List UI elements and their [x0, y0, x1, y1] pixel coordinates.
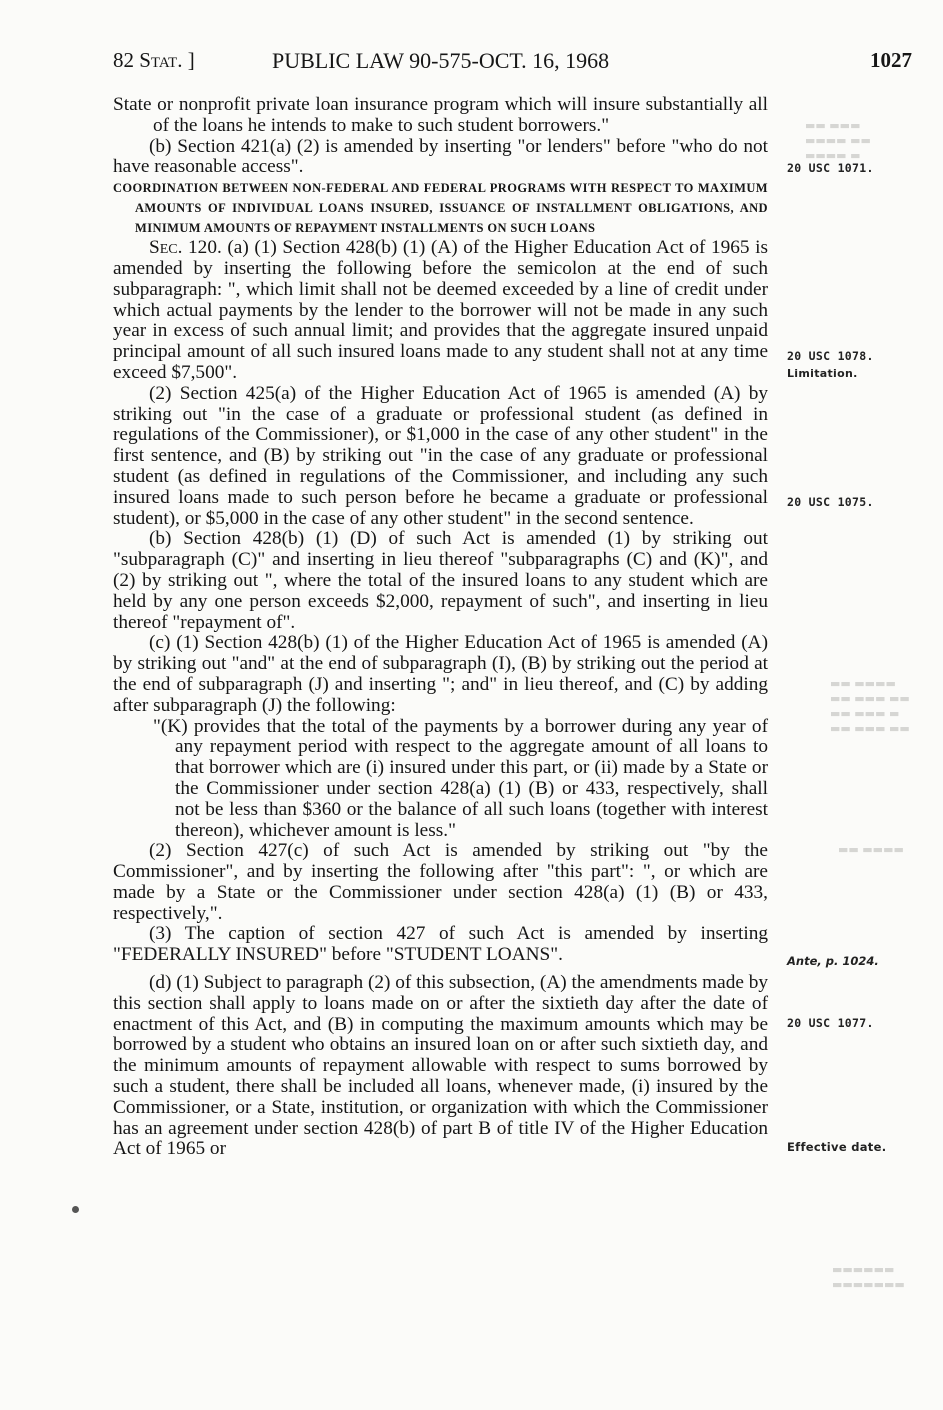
paragraph: (b) Section 428(b) (1) (D) of such Act is amended (1) by striking out "subparagraph (C)" and inserting in lieu thereof "subparagraphs (C) and (K)", and (2) by striking out ", where the total of the insured loans to any student which are held by any one person exceeds $2,000, repayment of such", and inserting in lieu thereof "repayment of".: [113, 528, 768, 633]
statute-volume: 82 Stat. ]: [113, 48, 195, 72]
paragraph: State or nonprofit private loan insurance program which will insure substantially all of the loans he intends to make to such student borrowers.": [113, 94, 768, 136]
margin-note-limitation: Limitation.: [787, 367, 858, 380]
margin-citation: Ante, p. 1024.: [787, 954, 879, 968]
bleed-through-note: ▬▬ ▬▬▬ ▬▬▬▬ ▬▬ ▬▬▬▬ ▬: [805, 119, 871, 162]
section-heading: COORDINATION BETWEEN NON-FEDERAL AND FEDERAL PROGRAMS WITH RESPECT TO MAXIMUM AMOUNTS OF INDIVIDUAL LOANS INSURED, ISSUANCE OF INSTALLMENT OBLIGATIONS, AND MINIMUM AMOUNTS OF REPAYMENT INSTALLMENTS ON SUCH LOANS: [113, 181, 768, 236]
statute-text: [113, 95, 768, 1160]
section-label: Sec.: [149, 237, 183, 259]
margin-citation: 20 USC 1077.: [787, 1016, 874, 1030]
margin-citation: 20 USC 1078.: [787, 349, 874, 363]
margin-citation: 20 USC 1071.: [787, 161, 874, 175]
page-number: 1027: [870, 48, 912, 72]
paragraph: [113, 238, 768, 384]
margin-note-effective-date: Effective date.: [787, 1140, 887, 1154]
bleed-through-note: ▬▬ ▬▬▬▬: [838, 843, 904, 856]
bleed-through-note: ▬▬▬▬▬▬ ▬▬▬▬▬▬▬: [832, 1263, 905, 1291]
paragraph: (3) The caption of section 427 of such Act is amended by inserting "FEDERALLY INSURED" before "STUDENT LOANS".: [113, 923, 768, 966]
paragraph: (2) Section 427(c) of such Act is amended by striking out "by the Commissioner", and by inserting the following after "this part": ", or which are made by a State or the Commissioner under section 428(a) (1) (B) or 433, respectively,".: [113, 840, 768, 924]
paragraph: (c) (1) Section 428(b) (1) of the Higher Education Act of 1965 is amended (A) by striking out "and" at the end of subparagraph (I), (B) by striking out the period at the end of subparagraph (J) and inserting "; and" in lieu thereof, and (C) by adding after subparagraph (J) the following:: [113, 632, 768, 716]
bullet-mark: [72, 1206, 79, 1213]
margin-citation: 20 USC 1075.: [787, 495, 874, 509]
running-title: PUBLIC LAW 90-575-OCT. 16, 1968: [272, 48, 610, 73]
paragraph: (b) Section 421(a) (2) is amended by inserting "or lenders" before "who do not have reasonable access".: [113, 135, 768, 178]
section-text: 120. (a) (1) Section 428(b) (1) (A) of the Higher Education Act of 1965 is amended by inserting the following before the semicolon at the end of such subparagraph: ", which limit shall not be deemed exceeded by a line of credit under which actual payments by the lender to the borrower will not be made in any such year in excess of such annual limit; and provides that the aggregate insured unpaid principal amount of all such insured loans made to any student shall not at any time exceed $7,500".: [113, 237, 768, 383]
paragraph: (2) Section 425(a) of the Higher Education Act of 1965 is amended (A) by striking out "in the case of a graduate or professional student (as defined in regulations of the Commissioner), or $1,000 in the case of any other student" in the first sentence, and (B) by striking out "in the case of any graduate or professional student (as defined in regulations of the Commissioner, and including any such insured loans made to such person before he became a graduate or professional student), or $5,000 in the case of any other student" in the second sentence.: [113, 382, 768, 529]
bleed-through-note: ▬▬ ▬▬▬▬ ▬▬ ▬▬▬ ▬▬ ▬▬ ▬▬▬ ▬ ▬▬ ▬▬▬ ▬▬: [830, 677, 910, 735]
quoted-subparagraph: "(K) provides that the total of the payments by a borrower during any year of any repayment period with respect to the aggregate amount of all loans to that borrower which are (i) insured under this part, or (ii) made by a State or the Commissioner under section 428(a) (1) (B) or 433, respectively, shall not be less than $360 or the balance of all such loans (together with interest thereon), whichever amount is less.": [153, 715, 768, 841]
page-header: [0, 48, 943, 78]
paragraph: (d) (1) Subject to paragraph (2) of this subsection, (A) the amendments made by this section shall apply to loans made on or after the sixtieth day after the date of enactment of this Act, and (B) in computing the maximum amounts which may be borrowed by a student who obtains an insured loan on or after such sixtieth day, and the minimum amounts of repayment allowable with respect to sums borrowed by such a student, there shall be included all loans, whenever made, (i) insured by the Commissioner, or a State, institution, or organization with which the Commissioner has an agreement under section 428(b) of part B of title IV of the Higher Education Act of 1965 or: [113, 972, 768, 1160]
